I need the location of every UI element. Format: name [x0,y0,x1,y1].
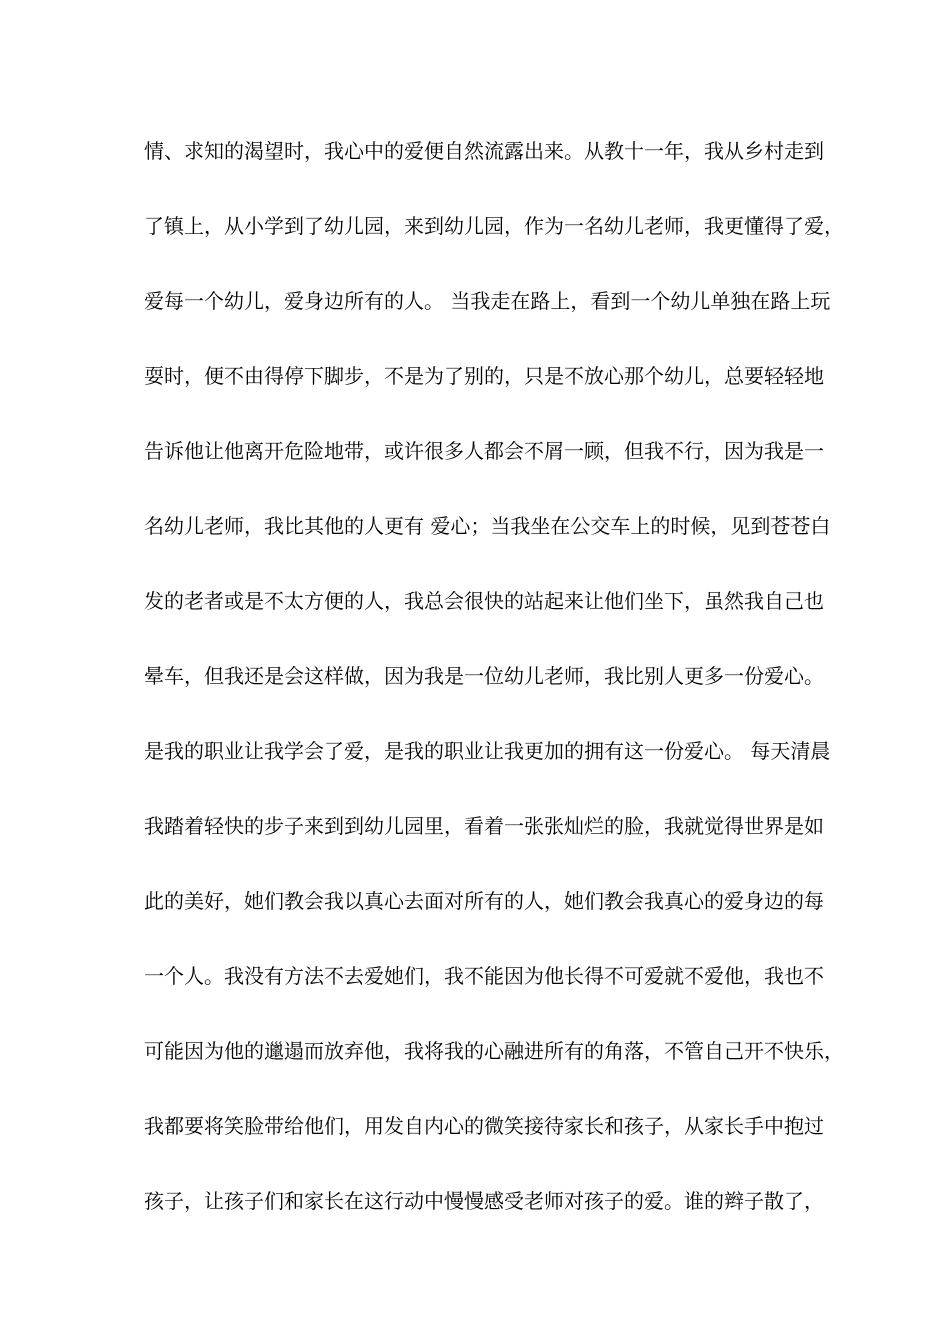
text-line: 告诉他让他离开危险地带，或许很多人都会不屑一顾，但我不行，因为我是一 [144,439,824,463]
text-line: 耍时，便不由得停下脚步，不是为了别的，只是不放心那个幼儿，总要轻轻地 [144,364,824,388]
text-line: 晕车，但我还是会这样做，因为我是一位幼儿老师，我比别人更多一份爱心。 [144,664,824,688]
text-line: 爱每一个幼儿，爱身边所有的人。 当我走在路上，看到一个幼儿单独在路上玩 [144,289,831,313]
text-line: 孩子，让孩子们和家长在这行动中慢慢感受老师对孩子的爱。谁的辫子散了， [144,1189,824,1213]
text-line: 我踏着轻快的步子来到到幼儿园里，看着一张张灿烂的脸，我就觉得世界是如 [144,814,824,838]
body-text [144,134,844,1259]
text-line: 是我的职业让我学会了爱，是我的职业让我更加的拥有这一份爱心。 每天清晨 [144,739,831,763]
text-line: 我都要将笑脸带给他们，用发自内心的微笑接待家长和孩子，从家长手中抱过 [144,1114,824,1138]
text-line: 了镇上，从小学到了幼儿园，来到幼儿园，作为一名幼儿老师，我更懂得了爱， [144,214,844,238]
text-line: 一个人。我没有方法不去爱她们，我不能因为他长得不可爱就不爱他，我也不 [144,964,824,988]
text-line: 情、求知的渴望时，我心中的爱便自然流露出来。从教十一年，我从乡村走到 [144,139,824,163]
text-line: 可能因为他的邋遢而放弃他，我将我的心融进所有的角落，不管自己开不快乐， [144,1039,844,1063]
text-line: 此的美好，她们教会我以真心去面对所有的人，她们教会我真心的爱身边的每 [144,889,824,913]
text-line: 名幼儿老师，我比其他的人更有 爱心；当我坐在公交车上的时候，见到苍苍白 [144,514,831,538]
text-line: 发的老者或是不太方便的人，我总会很快的站起来让他们坐下，虽然我自己也 [144,589,824,613]
